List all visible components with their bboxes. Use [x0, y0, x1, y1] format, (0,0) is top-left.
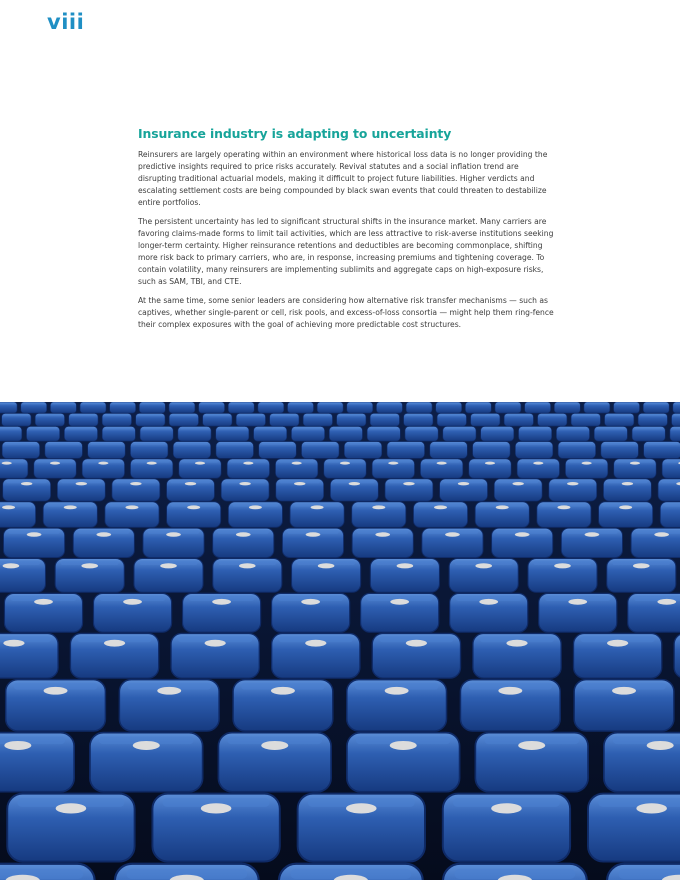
seat-highlight — [105, 414, 130, 416]
seat-number-plate — [533, 462, 543, 465]
seat-number-plate — [76, 482, 87, 485]
seat-highlight — [143, 427, 171, 429]
seat-highlight — [201, 403, 223, 404]
stadium-seat — [674, 633, 680, 678]
seat-number-plate — [130, 482, 141, 485]
seat-number-plate — [249, 505, 262, 509]
seat-number-plate — [271, 687, 295, 695]
seat-number-plate — [636, 803, 667, 813]
seat-highlight — [141, 403, 163, 404]
seat-number-plate — [301, 599, 320, 605]
seat-highlight — [483, 427, 511, 429]
article — [138, 126, 556, 338]
seat-number-plate — [397, 563, 414, 568]
seat-highlight — [408, 403, 430, 404]
seat-number-plate — [506, 640, 527, 647]
seat-number-plate — [305, 640, 326, 647]
seat-highlight — [48, 443, 80, 445]
article-heading: Insurance industry is adapting to uncertainty — [138, 126, 452, 141]
seat-number-plate — [294, 482, 305, 485]
seat-number-plate — [56, 803, 87, 813]
seat-number-plate — [243, 462, 253, 465]
seat-highlight — [506, 414, 531, 416]
seat-highlight — [171, 403, 193, 404]
seat-highlight — [665, 503, 680, 506]
seat-number-plate — [630, 462, 640, 465]
seat-highlight — [540, 414, 565, 416]
seat-number-plate — [434, 505, 447, 509]
seat-number-plate — [567, 482, 578, 485]
seat-number-plate — [557, 505, 570, 509]
seat-number-plate — [318, 563, 335, 568]
seat-number-plate — [518, 741, 545, 750]
seat-number-plate — [607, 640, 628, 647]
seat-number-plate — [133, 741, 160, 750]
seat-number-plate — [185, 482, 196, 485]
seat-highlight — [205, 414, 230, 416]
seat-highlight — [294, 427, 322, 429]
seat-highlight — [4, 414, 29, 416]
seat-number-plate — [292, 462, 302, 465]
seat-number-plate — [21, 482, 32, 485]
seat-highlight — [379, 403, 401, 404]
seat-number-plate — [50, 462, 60, 465]
seat-highlight — [372, 414, 397, 416]
seat-number-plate — [239, 482, 250, 485]
seat-number-plate — [125, 505, 138, 509]
seat-highlight — [105, 427, 133, 429]
seat-number-plate — [205, 640, 226, 647]
seat-number-plate — [512, 482, 523, 485]
seat-highlight — [439, 414, 464, 416]
seat-number-plate — [81, 563, 98, 568]
seat-highlight — [561, 443, 593, 445]
seat-highlight — [238, 414, 263, 416]
seat-number-plate — [44, 687, 68, 695]
seat-highlight — [408, 427, 436, 429]
seat-number-plate — [375, 532, 390, 536]
seat-highlight — [219, 443, 251, 445]
seat-number-plate — [96, 532, 111, 536]
seat-highlight — [476, 443, 508, 445]
seat-highlight — [133, 443, 165, 445]
seat-number-plate — [390, 599, 409, 605]
seat-highlight — [230, 403, 252, 404]
seat-number-plate — [212, 599, 231, 605]
seat-number-plate — [385, 687, 409, 695]
seat-number-plate — [195, 462, 205, 465]
seat-highlight — [390, 443, 422, 445]
seat-number-plate — [160, 563, 177, 568]
seat-number-plate — [147, 462, 157, 465]
seat-number-plate — [372, 505, 385, 509]
seat-number-plate — [64, 505, 77, 509]
seat-highlight — [433, 443, 465, 445]
seat-number-plate — [187, 505, 200, 509]
seat-highlight — [559, 427, 587, 429]
seat-number-plate — [2, 505, 15, 509]
seat-highlight — [339, 414, 364, 416]
seat-highlight — [319, 403, 341, 404]
seat-highlight — [497, 403, 519, 404]
seat-number-plate — [2, 462, 12, 465]
seat-number-plate — [475, 563, 492, 568]
seat-number-plate — [311, 505, 324, 509]
seat-number-plate — [654, 532, 669, 536]
seat-highlight — [112, 403, 134, 404]
seat-number-plate — [3, 563, 20, 568]
seat-highlight — [256, 427, 284, 429]
seat-number-plate — [3, 640, 24, 647]
seat-highlight — [176, 443, 208, 445]
seat-number-plate — [479, 599, 498, 605]
seat-number-plate — [619, 505, 632, 509]
seat-highlight — [438, 403, 460, 404]
seat-highlight — [332, 427, 360, 429]
seat-highlight — [616, 403, 638, 404]
seat-highlight — [262, 443, 294, 445]
seat-highlight — [586, 403, 608, 404]
seat-highlight — [272, 414, 297, 416]
seat-highlight — [349, 403, 371, 404]
seat-number-plate — [633, 563, 650, 568]
seat-highlight — [640, 414, 665, 416]
seat-highlight — [0, 427, 19, 429]
seat-highlight — [521, 427, 549, 429]
seat-number-plate — [622, 482, 633, 485]
seat-highlight — [445, 427, 473, 429]
seat-number-plate — [166, 532, 181, 536]
seat-number-plate — [568, 599, 587, 605]
seat-highlight — [607, 414, 632, 416]
seat-highlight — [71, 414, 96, 416]
seat-number-plate — [612, 687, 636, 695]
seat-highlight — [647, 443, 679, 445]
seat-highlight — [645, 403, 667, 404]
seat-highlight — [305, 414, 330, 416]
seat-number-plate — [491, 803, 522, 813]
seat-highlight — [527, 403, 549, 404]
seat-number-plate — [98, 462, 108, 465]
seat-highlight — [138, 414, 163, 416]
seat-highlight — [29, 427, 57, 429]
seat-number-plate — [388, 462, 398, 465]
seat-number-plate — [582, 462, 592, 465]
seat-highlight — [305, 443, 337, 445]
seat-highlight — [467, 403, 489, 404]
seat-highlight — [91, 443, 123, 445]
seat-number-plate — [496, 505, 509, 509]
seat-number-plate — [261, 741, 288, 750]
seat-number-plate — [306, 532, 321, 536]
seat-highlight — [556, 403, 578, 404]
seat-highlight — [290, 403, 312, 404]
seat-number-plate — [340, 462, 350, 465]
seat-highlight — [665, 460, 680, 463]
seat-number-plate — [4, 741, 31, 750]
article-paragraph-2: The persistent uncertainty has led to significant structural shifts in the insurance market. Many carriers are favoring claims-made forms to limit tail activities, which are less attractive to risk-averse institutions seeking longer-term certainty. Higher reinsurance retentions and deductibles are becoming commonplace, shifting more risk back to primary carriers, who are, in response, increasing premiums and tightening coverage. To contain volatility, many reinsurers are implementing sublimits and aggregate caps on high-exposure risks, such as SAM, TBI, and CTE. — [138, 217, 554, 286]
seat-number-plate — [34, 599, 53, 605]
seat-highlight — [406, 414, 431, 416]
seat-number-plate — [647, 741, 674, 750]
seat-highlight — [370, 427, 398, 429]
seat-highlight — [675, 403, 680, 404]
seat-number-plate — [346, 803, 377, 813]
seat-number-plate — [554, 563, 571, 568]
seat-highlight — [67, 427, 95, 429]
seat-number-plate — [437, 462, 447, 465]
seat-highlight — [171, 414, 196, 416]
seat-number-plate — [403, 482, 414, 485]
page-number: viii — [47, 10, 85, 34]
seat-highlight — [260, 403, 282, 404]
article-paragraph-3: At the same time, some senior leaders are considering how alternative risk transfer mechanisms — such as captives, whether single-parent or cell, risk pools, and excess-of-loss consortia — might help them ring-fence their complex exposures with the goal of achieving more predictable cost structures. — [138, 296, 554, 329]
seat-number-plate — [498, 687, 522, 695]
seat-highlight — [218, 427, 246, 429]
seat-highlight — [52, 403, 74, 404]
seat-number-plate — [390, 741, 417, 750]
article-paragraph-1: Reinsurers are largely operating within an environment where historical loss data is no longer providing the predictive insights required to price risks accurately. Revival statutes and a social inflation trend are disrupting traditional actuarial models, making it difficult to project future liabilities. Higher verdicts and escalating settlement costs are being compounded by black swan events that could threaten to destabilize entire portfolios. — [138, 150, 548, 207]
seat-highlight — [0, 403, 15, 404]
seat-highlight — [635, 427, 663, 429]
seat-highlight — [673, 427, 680, 429]
seat-number-plate — [657, 599, 676, 605]
seat-number-plate — [157, 687, 181, 695]
seat-highlight — [38, 414, 63, 416]
seat-highlight — [597, 427, 625, 429]
seat-number-plate — [515, 532, 530, 536]
seat-highlight — [181, 427, 209, 429]
seat-number-plate — [585, 532, 600, 536]
seat-highlight — [347, 443, 379, 445]
seat-highlight — [604, 443, 636, 445]
seat-highlight — [473, 414, 498, 416]
seat-number-plate — [445, 532, 460, 536]
seat-highlight — [674, 414, 680, 416]
seat-number-plate — [458, 482, 469, 485]
seat-number-plate — [123, 599, 142, 605]
seat-number-plate — [201, 803, 232, 813]
seat-highlight — [573, 414, 598, 416]
seat-highlight — [23, 403, 45, 404]
seat-highlight — [5, 443, 37, 445]
seat-number-plate — [349, 482, 360, 485]
seat-number-plate — [485, 462, 495, 465]
stadium-seats-photo — [0, 402, 680, 880]
seat-number-plate — [27, 532, 42, 536]
seat-highlight — [82, 403, 104, 404]
seat-number-plate — [406, 640, 427, 647]
seat-number-plate — [239, 563, 256, 568]
seat-number-plate — [236, 532, 251, 536]
seat-highlight — [518, 443, 550, 445]
seat-number-plate — [104, 640, 125, 647]
